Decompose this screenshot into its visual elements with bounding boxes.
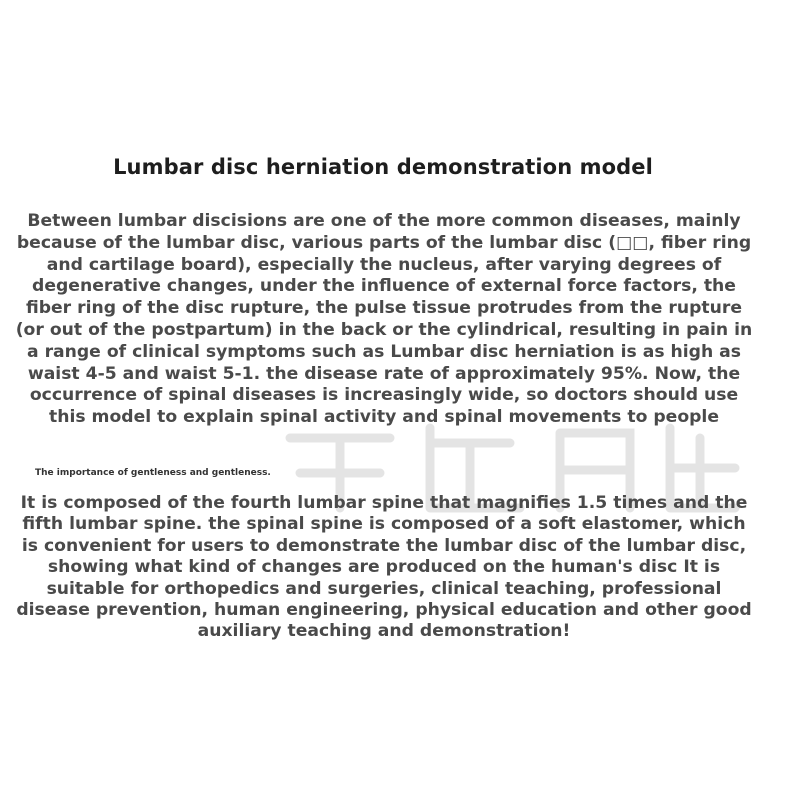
small-note: The importance of gentleness and gentleness. <box>35 468 271 478</box>
page-title: Lumbar disc herniation demonstration model <box>113 155 653 179</box>
description-paragraph: It is composed of the fourth lumbar spine that magnifies 1.5 times and the fifth lumbar spine. the spinal spine is composed of a soft elastomer, which is convenient for users to demonstrate the lumbar disc of the lumbar disc, showing what kind of changes are produced on the human's disc It is suitable for orthopedics and surgeries, clinical teaching, professional disease prevention, human engineering, physical education and other good auxiliary teaching and demonstration! <box>16 493 752 642</box>
intro-paragraph: Between lumbar discisions are one of the more common diseases, mainly because of the lumbar disc, various parts of the lumbar disc (□□, fiber ring and cartilage board), especially the nucleus, after varying degrees of degenerative changes, under the influence of external force factors, the fiber ring of the disc rupture, the pulse tissue protrudes from the rupture (or out of the postpartum) in the back or the cylindrical, resulting in pain in a range of clinical symptoms such as Lumbar disc herniation is as high as waist 4-5 and waist 5-1. the disease rate of approximately 95%. Now, the occurrence of spinal diseases is increasingly wide, so doctors should use this model to explain spinal activity and spinal movements to people <box>15 211 753 428</box>
